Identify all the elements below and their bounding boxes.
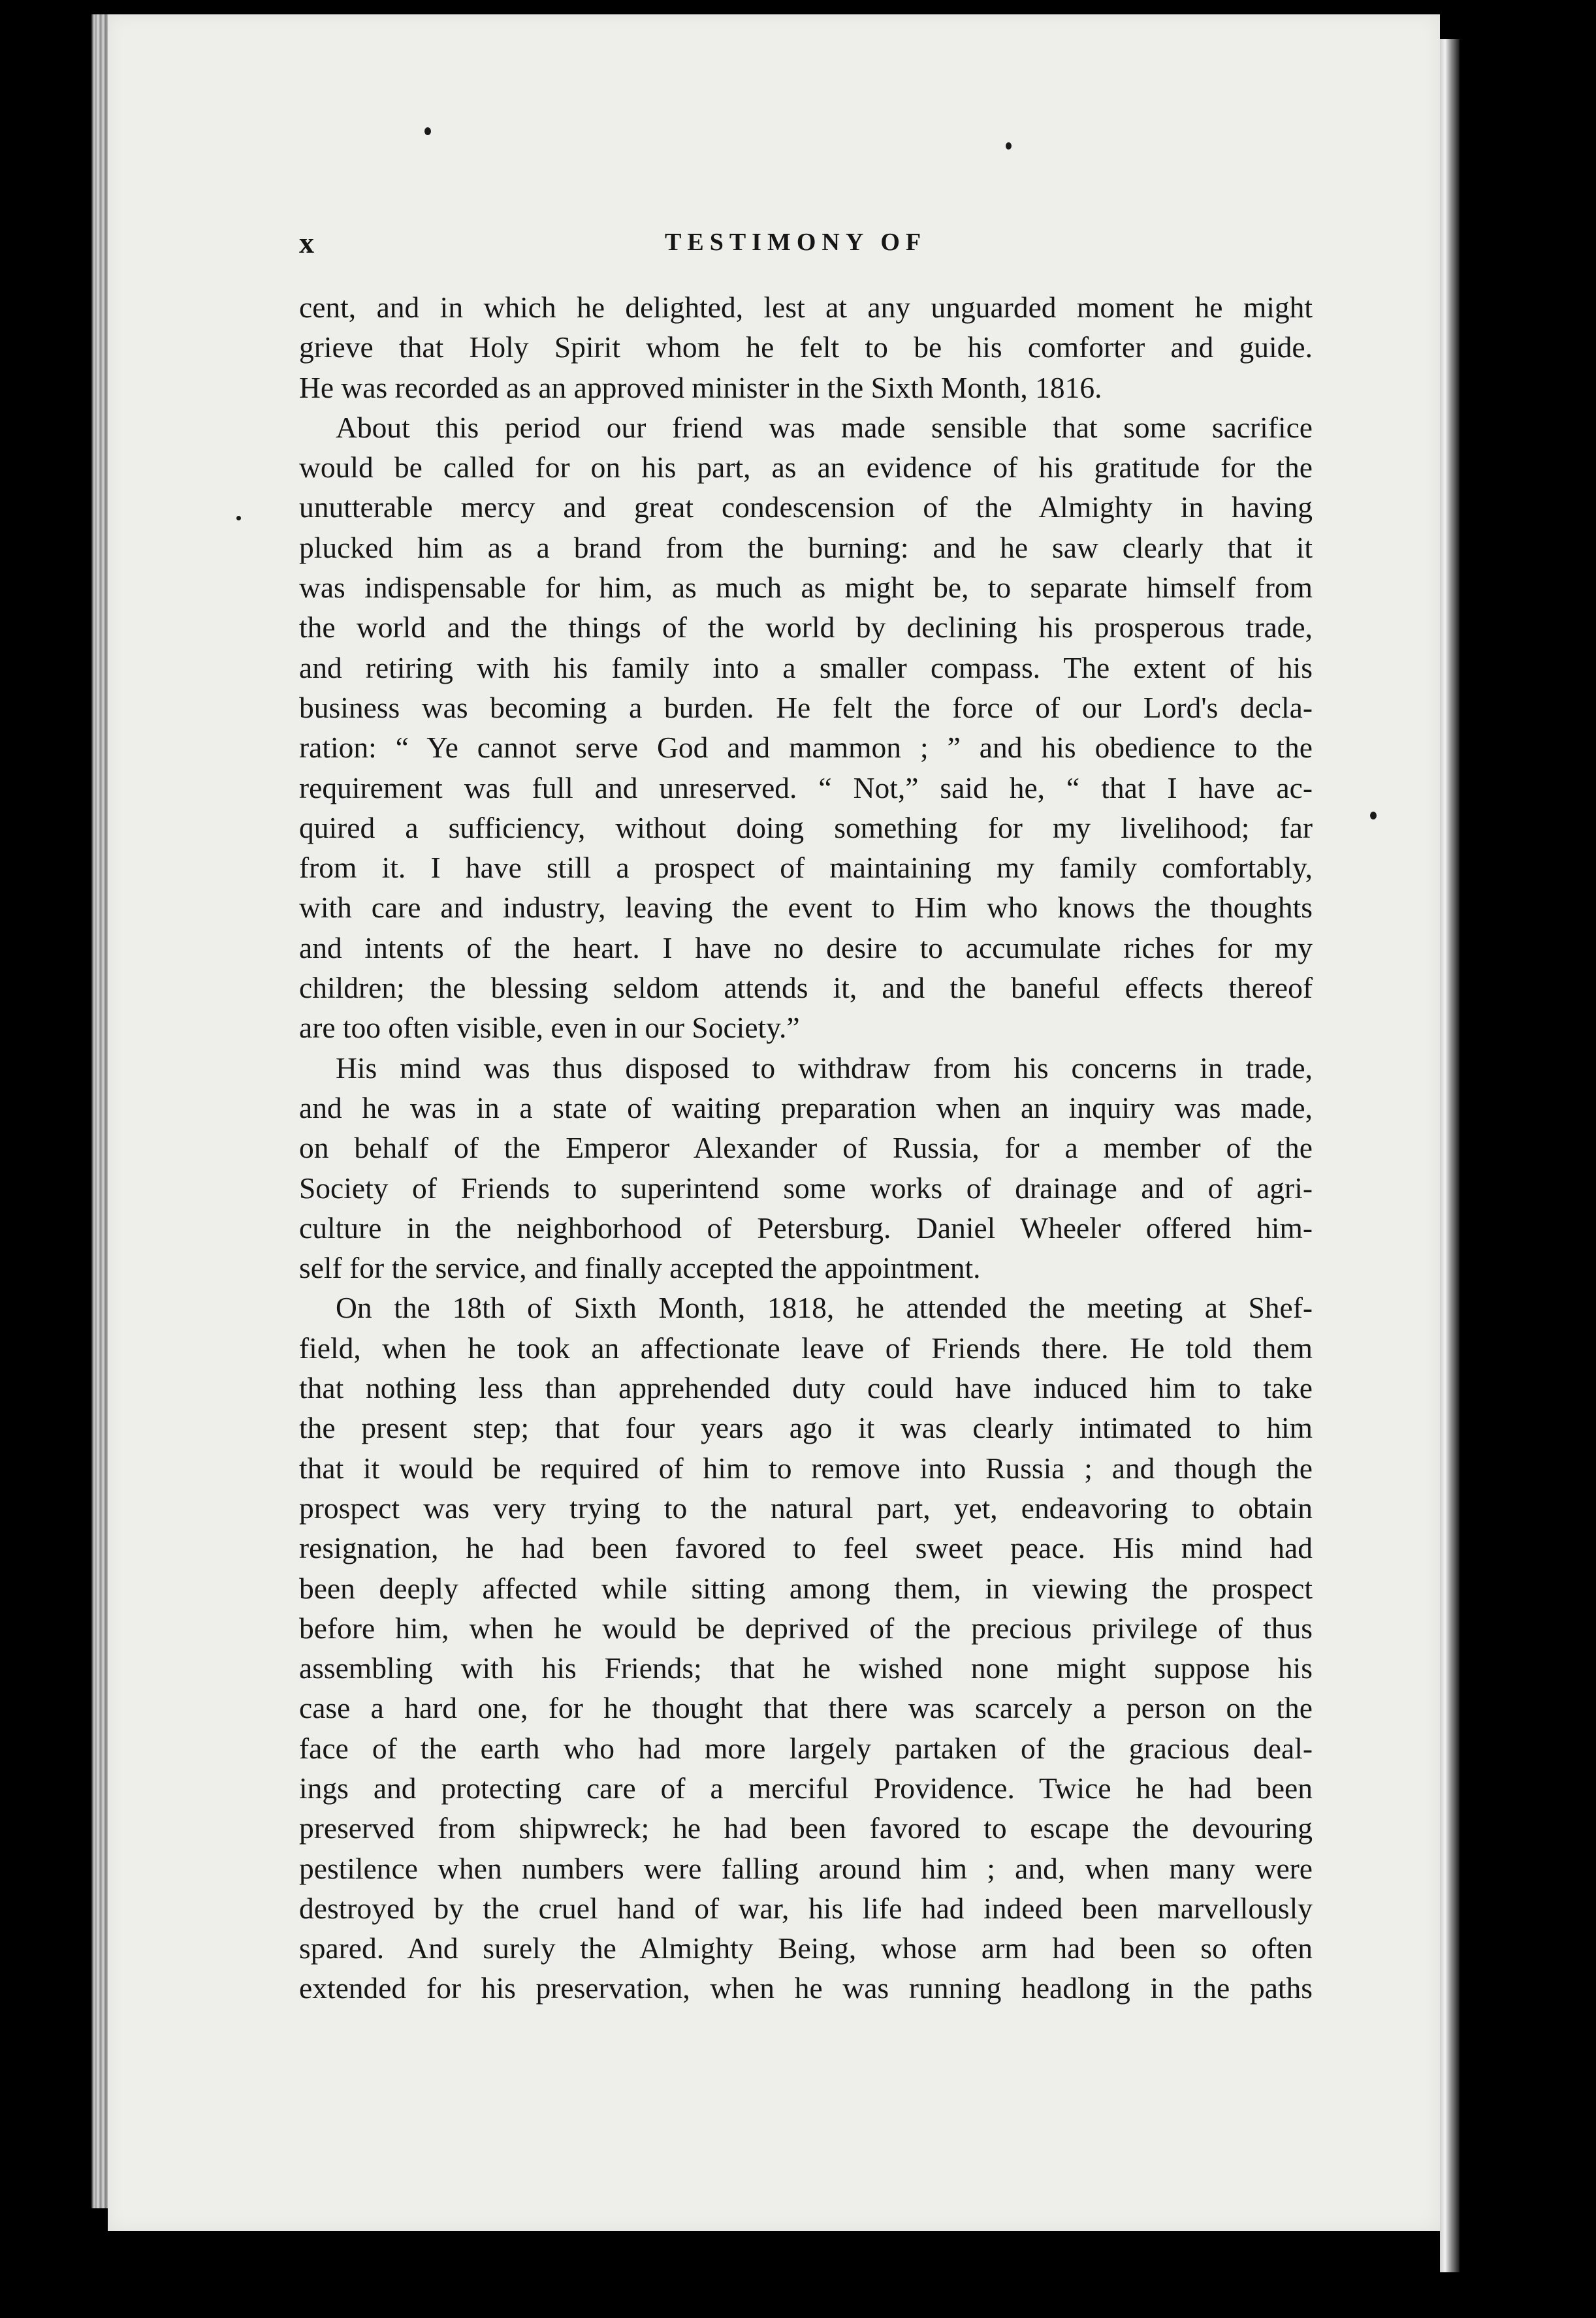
- text-line: About this period our friend was made sensible that some sacrifice: [336, 410, 1313, 444]
- ink-speck: [1006, 142, 1012, 150]
- text-line: was indispensable for him, as much as might be, to separate himself from: [299, 571, 1313, 605]
- text-line: case a hard one, for he thought that there was scarcely a person on the: [299, 1691, 1313, 1725]
- text-line: before him, when he would be deprived of the precious privilege of thus: [299, 1611, 1313, 1645]
- page-header: [299, 225, 1313, 264]
- text-line: are too often visible, even in our Society.”: [299, 1011, 800, 1045]
- facing-page-edge: [1440, 39, 1460, 2272]
- text-line: and he was in a state of waiting preparation when an inquiry was made,: [299, 1090, 1313, 1124]
- text-line: destroyed by the cruel hand of war, his life had indeed been marvellously: [299, 1891, 1313, 1925]
- text-line: face of the earth who had more largely partaken of the gracious deal-: [299, 1731, 1313, 1765]
- text-line: cent, and in which he delighted, lest at any unguarded moment he might: [299, 291, 1313, 324]
- text-line: with care and industry, leaving the event to Him who knows the thoughts: [299, 891, 1313, 925]
- text-line: Society of Friends to superintend some works of drainage and of agri-: [299, 1171, 1313, 1205]
- text-line: He was recorded as an approved minister in the Sixth Month, 1816.: [299, 370, 1102, 404]
- text-line: the world and the things of the world by declining his prosperous trade,: [299, 611, 1313, 644]
- text-line: plucked him as a brand from the burning: and he saw clearly that it: [299, 530, 1313, 564]
- body-text: [299, 287, 1313, 2008]
- text-line: prospect was very trying to the natural part, yet, endeavoring to obtain: [299, 1491, 1313, 1525]
- text-line: unutterable mercy and great condescension of the Almighty in having: [299, 490, 1313, 524]
- text-line: and intents of the heart. I have no desire to accumulate riches for my: [299, 930, 1313, 964]
- text-line: resignation, he had been favored to feel sweet peace. His mind had: [299, 1531, 1313, 1565]
- text-line: on behalf of the Emperor Alexander of Russia, for a member of the: [299, 1131, 1313, 1165]
- running-head: TESTIMONY OF: [665, 229, 927, 256]
- text-line: and retiring with his family into a smaller compass. The extent of his: [299, 650, 1313, 684]
- ink-speck: [236, 516, 241, 520]
- text-line: On the 18th of Sixth Month, 1818, he attended the meeting at Shef-: [336, 1291, 1313, 1325]
- text-line: extended for his preservation, when he was running headlong in the paths: [299, 1971, 1313, 2005]
- text-line: business was becoming a burden. He felt the force of our Lord's decla-: [299, 690, 1313, 724]
- text-line: preserved from shipwreck; he had been favored to escape the devouring: [299, 1811, 1313, 1845]
- text-line: that it would be required of him to remove into Russia ; and though the: [299, 1451, 1313, 1485]
- text-line: ings and protecting care of a merciful Providence. Twice he had been: [299, 1771, 1313, 1805]
- text-line: His mind was thus disposed to withdraw from his concerns in trade,: [336, 1051, 1313, 1085]
- text-line: children; the blessing seldom attends it, and the baneful effects thereof: [299, 971, 1313, 1005]
- text-line: pestilence when numbers were falling around him ; and, when many were: [299, 1851, 1313, 1885]
- ink-speck: [1370, 812, 1377, 819]
- text-line: ration: “ Ye cannot serve God and mammon ; ” and his obedience to the: [299, 731, 1313, 765]
- text-line: been deeply affected while sitting among them, in viewing the prospect: [299, 1571, 1313, 1605]
- text-line: that nothing less than apprehended duty could have induced him to take: [299, 1371, 1313, 1405]
- text-line: grieve that Holy Spirit whom he felt to be his comforter and guide.: [299, 330, 1313, 364]
- text-line: from it. I have still a prospect of maintaining my family comfortably,: [299, 851, 1313, 885]
- text-line: quired a sufficiency, without doing something for my livelihood; far: [299, 810, 1313, 844]
- text-line: assembling with his Friends; that he wished none might suppose his: [299, 1651, 1313, 1685]
- text-line: requirement was full and unreserved. “ Not,” said he, “ that I have ac-: [299, 770, 1313, 804]
- text-line: self for the service, and finally accepted the appointment.: [299, 1251, 981, 1285]
- text-line: would be called for on his part, as an evidence of his gratitude for the: [299, 451, 1313, 484]
- page-number: x: [299, 226, 315, 259]
- text-line: spared. And surely the Almighty Being, whose arm had been so often: [299, 1931, 1313, 1965]
- text-line: the present step; that four years ago it was clearly intimated to him: [299, 1411, 1313, 1445]
- text-line: field, when he took an affectionate leave of Friends there. He told them: [299, 1331, 1313, 1365]
- text-line: culture in the neighborhood of Petersburg. Daniel Wheeler offered him-: [299, 1211, 1313, 1245]
- ink-speck: [424, 127, 431, 135]
